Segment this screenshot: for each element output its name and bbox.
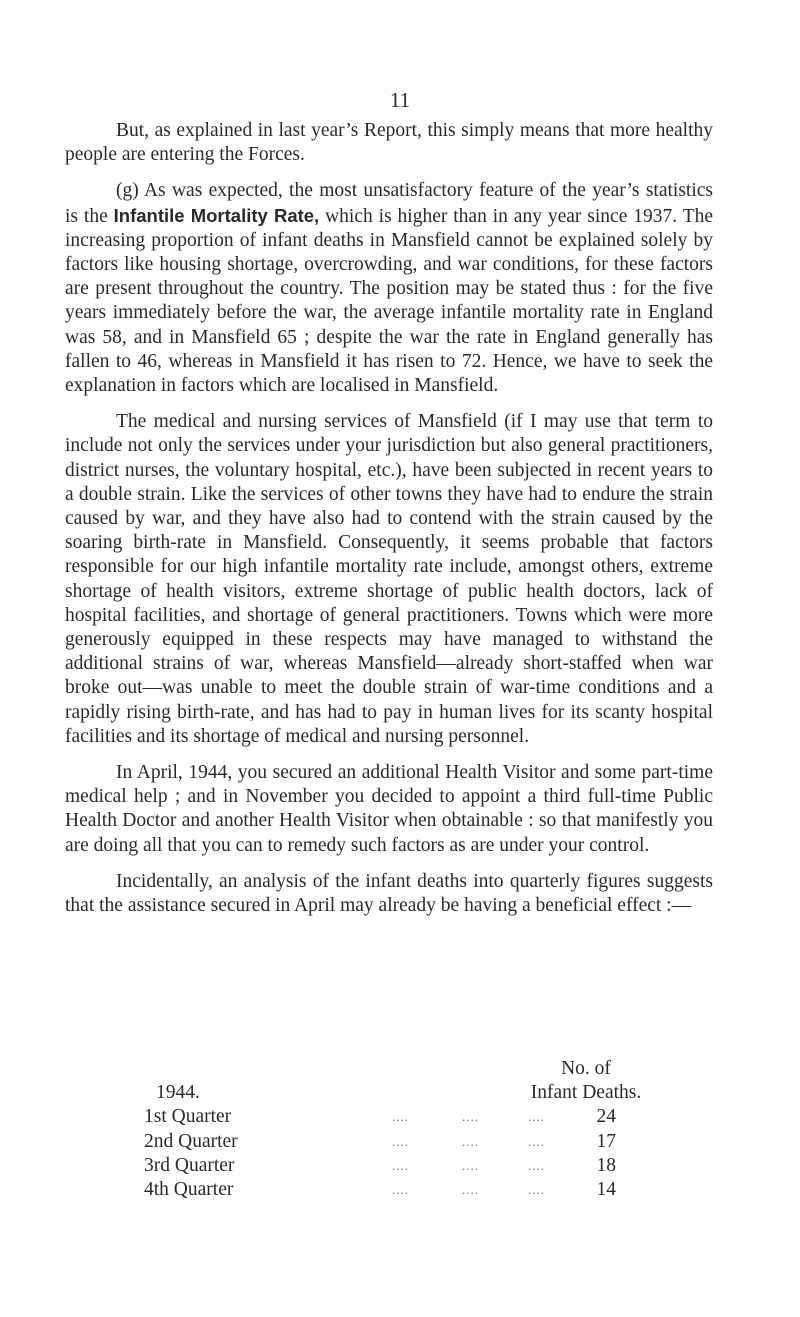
paragraph-medical-services: The medical and nursing services of Mansfield (if I may use that term to include not only the services under your jurisdiction but also general practitioners, district nurses, the voluntary hospital, etc.), have been subjected in recent years to a double strain. Like the services of other towns they have had to endure the strain caused by war, and they have also had to contend with the strain caused by the soaring birth-rate in Mansfield. Consequently, it seems probable that factors responsible for our high infantile mortality rate include, amongst others, extreme shortage of health visitors, extreme shortage of public health doctors, lack of hospital facilities, and shortage of general practitioners. Towns which were more generously equipped in these respects may have managed to withstand the additional strains of war, whereas Mansfield—already short-staffed when war broke out—was unable to meet the double strain of war-time conditions and a rapidly rising birth-rate, and has had to pay in human lives for its scanty hospital facilities and its shortage of medical and nursing personnel. xyxy=(65,411,713,747)
quarter-label: 1st Quarter xyxy=(144,1106,232,1128)
dot-leader: .... xyxy=(462,1181,479,1197)
dot-leader: .... xyxy=(528,1181,545,1197)
table-row xyxy=(144,1130,664,1154)
quarter-label: 3rd Quarter xyxy=(144,1154,235,1176)
body-text xyxy=(65,119,713,918)
table-header-row-2 xyxy=(144,1081,664,1105)
dot-leader: .... xyxy=(462,1109,479,1125)
infantile-mortality-heading: Infantile Mortality Rate, xyxy=(113,204,320,226)
paragraph-intro: (g) As was expected, the most unsatisfactory feature of the year’s statistics is the xyxy=(65,180,713,227)
dot-leader: .... xyxy=(528,1133,545,1149)
dot-leader: .... xyxy=(392,1181,409,1197)
page-number: 11 xyxy=(389,88,411,112)
dot-leader: .... xyxy=(392,1157,409,1173)
paragraph-body: which is higher than in any year since 1937. The increasing proportion of infant deaths in Mansfield cannot be explained solely by factors like housing shortage, overcrowding, and war conditions, for these factors are present throughout the country. The position may be stated thus : for the five years immediately before the war, the average infantile mortality rate in England was 58, and in Mansfield 65 ; despite the war the rate in England generally has fallen to 46, whereas in Mansfield it has risen to 72. Hence, we have to seek the explanation in factors which are localised in Mansfield. xyxy=(65,205,713,397)
deaths-value: 17 xyxy=(596,1130,616,1152)
paragraph-forces: But, as explained in last year’s Report, this simply means that more healthy people are entering the Forces. xyxy=(65,120,713,166)
dot-leader: .... xyxy=(392,1133,409,1149)
paragraph-infantile-mortality xyxy=(65,179,713,398)
dot-leader: .... xyxy=(392,1109,409,1125)
deaths-value: 14 xyxy=(596,1178,616,1200)
table-row xyxy=(144,1105,664,1129)
dot-leader: .... xyxy=(462,1157,479,1173)
infant-deaths-table xyxy=(144,1057,664,1202)
table-row xyxy=(144,1154,664,1178)
deaths-value: 24 xyxy=(596,1106,616,1128)
paragraph-quarterly-analysis: Incidentally, an analysis of the infant deaths into quarterly figures suggests that the assistance secured in April may already be having a beneficial effect :— xyxy=(65,870,713,917)
table-row xyxy=(144,1178,664,1202)
column-header-no-of: No. of xyxy=(561,1058,611,1079)
paragraph-april-1944: In April, 1944, you secured an additional Health Visitor and some part-time medical help ; and in November you decided to appoint a third full-time Public Health Doctor and another Health Visitor when obtainable : so that manifestly you are doing all that you can to remedy such factors as are under your control. xyxy=(65,762,713,856)
dot-leader: .... xyxy=(528,1109,545,1125)
quarter-label: 4th Quarter xyxy=(144,1178,234,1200)
dot-leader: .... xyxy=(462,1133,479,1149)
year-label: 1944. xyxy=(156,1082,200,1104)
deaths-value: 18 xyxy=(596,1154,616,1176)
table-header-row-1 xyxy=(144,1057,664,1081)
column-header-infant-deaths: Infant Deaths. xyxy=(530,1082,642,1104)
dot-leader: .... xyxy=(528,1157,545,1173)
quarter-label: 2nd Quarter xyxy=(144,1130,238,1152)
